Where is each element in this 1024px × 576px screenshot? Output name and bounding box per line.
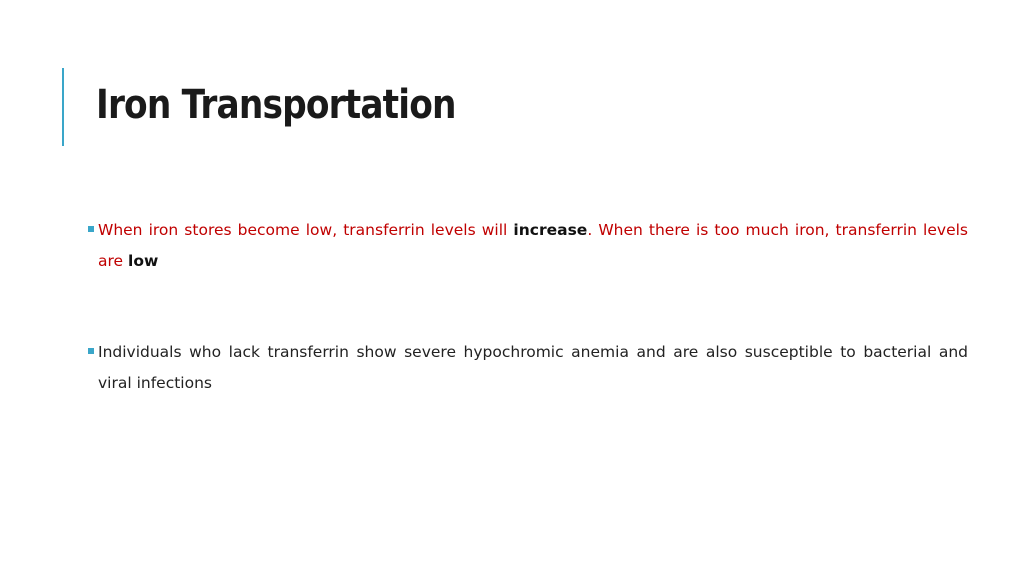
square-bullet-icon xyxy=(88,348,94,354)
bullet-emphasis-low: low xyxy=(128,252,159,270)
bullet-emphasis-increase: increase xyxy=(513,221,588,239)
bullet-text-segment: When iron stores become low, transferrin levels will xyxy=(98,221,514,239)
bullet-text-segment: Individuals who lack transferrin show severe hypochromic anemia and are also susceptible to bacterial and viral infections xyxy=(98,343,968,392)
bullet-text-segment: . When there is too much iron, transferrin levels are xyxy=(98,221,968,270)
bullet-list xyxy=(88,215,968,399)
title-accent-bar xyxy=(62,68,64,146)
square-bullet-icon xyxy=(88,226,94,232)
slide-title: Iron Transportation xyxy=(96,82,456,128)
bullet-item xyxy=(88,215,968,277)
bullet-item xyxy=(88,337,968,399)
